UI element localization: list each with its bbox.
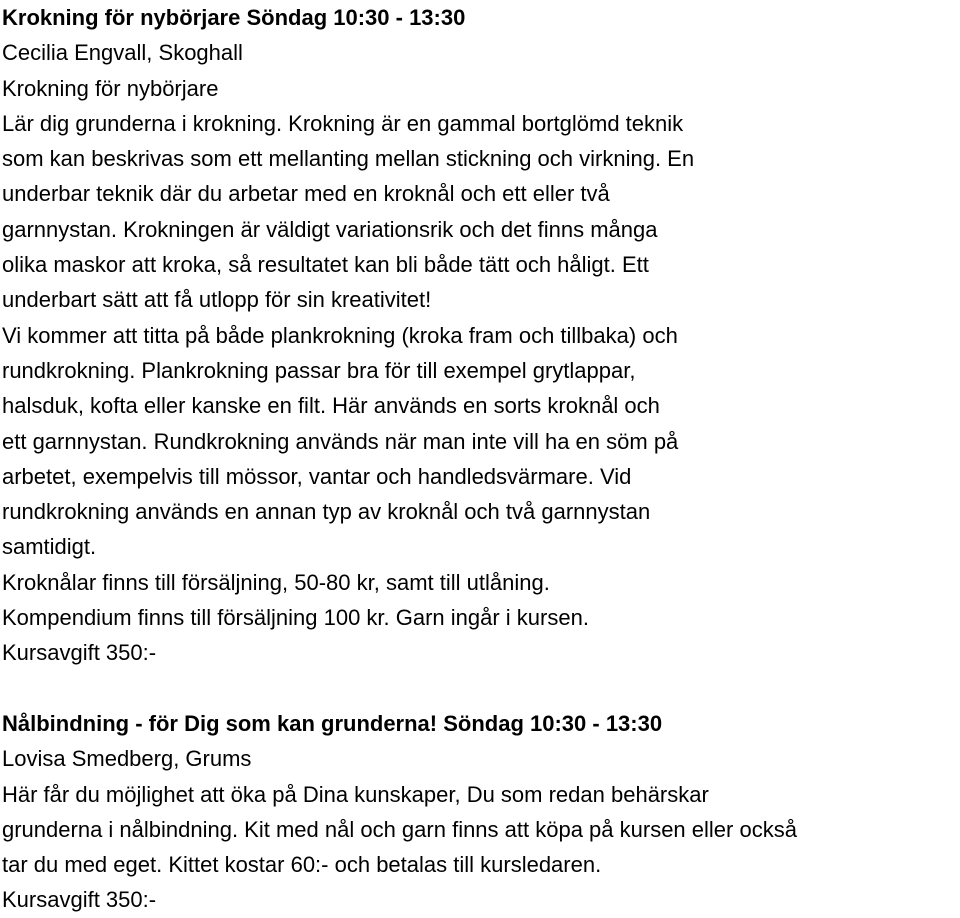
course-fee: Kursavgift 350:- xyxy=(2,887,157,913)
document-page xyxy=(2,0,958,918)
course-heading: Krokning för nybörjare Söndag 10:30 - 13:30 xyxy=(2,5,466,30)
body-line: ett garnnystan. Rundkrokning används när man inte vill ha en söm på xyxy=(2,428,679,454)
body-line: underbart sätt att få utlopp för sin kreativitet! xyxy=(2,287,432,313)
body-line: samtidigt. xyxy=(2,534,97,560)
body-line: Vi kommer att titta på både plankrokning (kroka fram och tillbaka) och xyxy=(2,322,678,348)
body-line: rundkrokning används en annan typ av kroknål och två garnnystan xyxy=(2,499,651,525)
body-line: grunderna i nålbindning. Kit med nål och garn finns att köpa på kursen eller också xyxy=(2,816,797,842)
body-line: som kan beskrivas som ett mellanting mellan stickning och virkning. En xyxy=(2,146,695,172)
body-line: olika maskor att kroka, så resultatet kan bli både tätt och håligt. Ett xyxy=(2,252,649,278)
course-nalbindning xyxy=(2,706,958,918)
instructor-line: Lovisa Smedberg, Grums xyxy=(2,746,252,772)
body-line: Kroknålar finns till försäljning, 50-80 kr, samt till utlåning. xyxy=(2,569,550,595)
course-fee: Kursavgift 350:- xyxy=(2,640,157,666)
body-line: halsduk, kofta eller kanske en filt. Här används en sorts kroknål och xyxy=(2,393,660,419)
instructor-line: Cecilia Engvall, Skoghall xyxy=(2,40,243,66)
body-line: Krokning för nybörjare xyxy=(2,75,219,101)
course-heading: Nålbindning - för Dig som kan grunderna! Söndag 10:30 - 13:30 xyxy=(2,710,663,736)
course-krokning xyxy=(2,0,958,671)
body-line: Här får du möjlighet att öka på Dina kunskaper, Du som redan behärskar xyxy=(2,781,709,807)
body-line: Kompendium finns till försäljning 100 kr. Garn ingår i kursen. xyxy=(2,605,589,631)
body-line: Lär dig grunderna i krokning. Krokning är en gammal bortglömd teknik xyxy=(2,110,684,136)
body-line: arbetet, exempelvis till mössor, vantar och handledsvärmare. Vid xyxy=(2,463,632,489)
section-spacer xyxy=(2,671,958,706)
body-line: tar du med eget. Kittet kostar 60:- och betalas till kursledaren. xyxy=(2,852,602,878)
body-line: rundkrokning. Plankrokning passar bra för till exempel grytlappar, xyxy=(2,357,636,383)
body-line: underbar teknik där du arbetar med en kroknål och ett eller två xyxy=(2,181,610,207)
body-line: garnnystan. Krokningen är väldigt variationsrik och det finns många xyxy=(2,216,658,242)
